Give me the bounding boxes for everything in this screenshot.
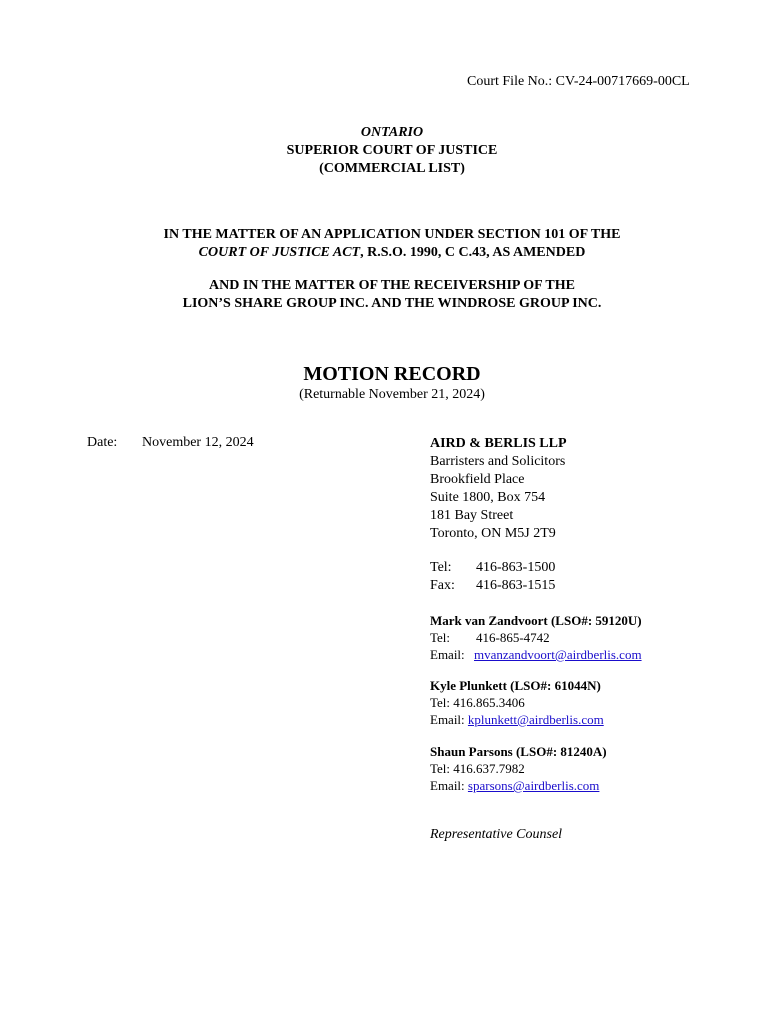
lawyer-tel-value: 416-865-4742 bbox=[476, 630, 550, 645]
date-value: November 12, 2024 bbox=[142, 435, 254, 450]
matter-line-2 bbox=[0, 244, 770, 262]
lawyer-card bbox=[430, 743, 607, 794]
firm-fax-row bbox=[430, 577, 555, 595]
lawyer-email-label: Email: bbox=[430, 647, 465, 662]
firm-tel-label: Tel: bbox=[430, 560, 452, 575]
lawyer-tel-label: Tel: bbox=[430, 630, 451, 645]
lawyer-email-row bbox=[430, 646, 642, 663]
document-title: MOTION RECORD bbox=[303, 363, 481, 385]
lawyer-email-link[interactable]: sparsons@airdberlis.com bbox=[467, 778, 600, 793]
lawyer-name: Shaun Parsons (LSO#: 81240A) bbox=[430, 744, 607, 759]
lawyer-tel-row bbox=[430, 629, 642, 646]
firm-block bbox=[430, 435, 567, 543]
matter-line-4: LION’S SHARE GROUP INC. AND THE WINDROSE GROUP INC. bbox=[182, 296, 602, 311]
lawyer-tel-line: Tel: 416.637.7982 bbox=[430, 761, 525, 776]
lawyer-email-link[interactable]: mvanzandvoort@airdberlis.com bbox=[474, 647, 642, 662]
matter-line-1: IN THE MATTER OF AN APPLICATION UNDER SECTION 101 OF THE bbox=[163, 227, 621, 242]
lawyer-name: Mark van Zandvoort (LSO#: 59120U) bbox=[430, 613, 642, 628]
court-name: SUPERIOR COURT OF JUSTICE bbox=[286, 143, 498, 158]
lawyer-email-label: Email: bbox=[430, 712, 465, 727]
date-label: Date: bbox=[87, 435, 118, 450]
document-subtitle: (Returnable November 21, 2024) bbox=[299, 387, 485, 402]
court-heading bbox=[0, 124, 770, 178]
act-name: COURT OF JUSTICE ACT bbox=[198, 245, 361, 260]
act-citation: , R.S.O. 1990, C C.43, AS AMENDED bbox=[360, 245, 586, 260]
firm-address-line: Suite 1800, Box 754 bbox=[430, 490, 546, 505]
firm-contact bbox=[430, 559, 555, 595]
firm-name: AIRD & BERLIS LLP bbox=[430, 436, 567, 451]
matter-block-1 bbox=[0, 226, 770, 262]
court-file-number: Court File No.: CV-24-00717669-00CL bbox=[467, 74, 690, 89]
court-list: (COMMERCIAL LIST) bbox=[319, 161, 465, 176]
province-label: ONTARIO bbox=[360, 125, 424, 140]
firm-address-line: 181 Bay Street bbox=[430, 508, 514, 523]
matter-block-2 bbox=[0, 277, 770, 313]
matter-line-3: AND IN THE MATTER OF THE RECEIVERSHIP OF THE bbox=[209, 278, 575, 293]
lawyer-email-row bbox=[430, 777, 607, 794]
firm-fax-label: Fax: bbox=[430, 578, 455, 593]
lawyer-email-label: Email: bbox=[430, 778, 465, 793]
lawyer-email-row bbox=[430, 711, 604, 728]
firm-address-line: Toronto, ON M5J 2T9 bbox=[430, 526, 556, 541]
firm-address-line: Barristers and Solicitors bbox=[430, 454, 566, 469]
lawyer-tel-line: Tel: 416.865.3406 bbox=[430, 695, 525, 710]
lawyer-name: Kyle Plunkett (LSO#: 61044N) bbox=[430, 678, 601, 693]
lawyer-card bbox=[430, 677, 604, 728]
firm-fax-value: 416-863-1515 bbox=[476, 578, 556, 593]
firm-tel-value: 416-863-1500 bbox=[476, 560, 556, 575]
counsel-role: Representative Counsel bbox=[430, 827, 563, 842]
firm-tel-row bbox=[430, 559, 555, 577]
firm-address-line: Brookfield Place bbox=[430, 472, 525, 487]
lawyer-card bbox=[430, 612, 642, 663]
lawyer-email-link[interactable]: kplunkett@airdberlis.com bbox=[467, 712, 604, 727]
